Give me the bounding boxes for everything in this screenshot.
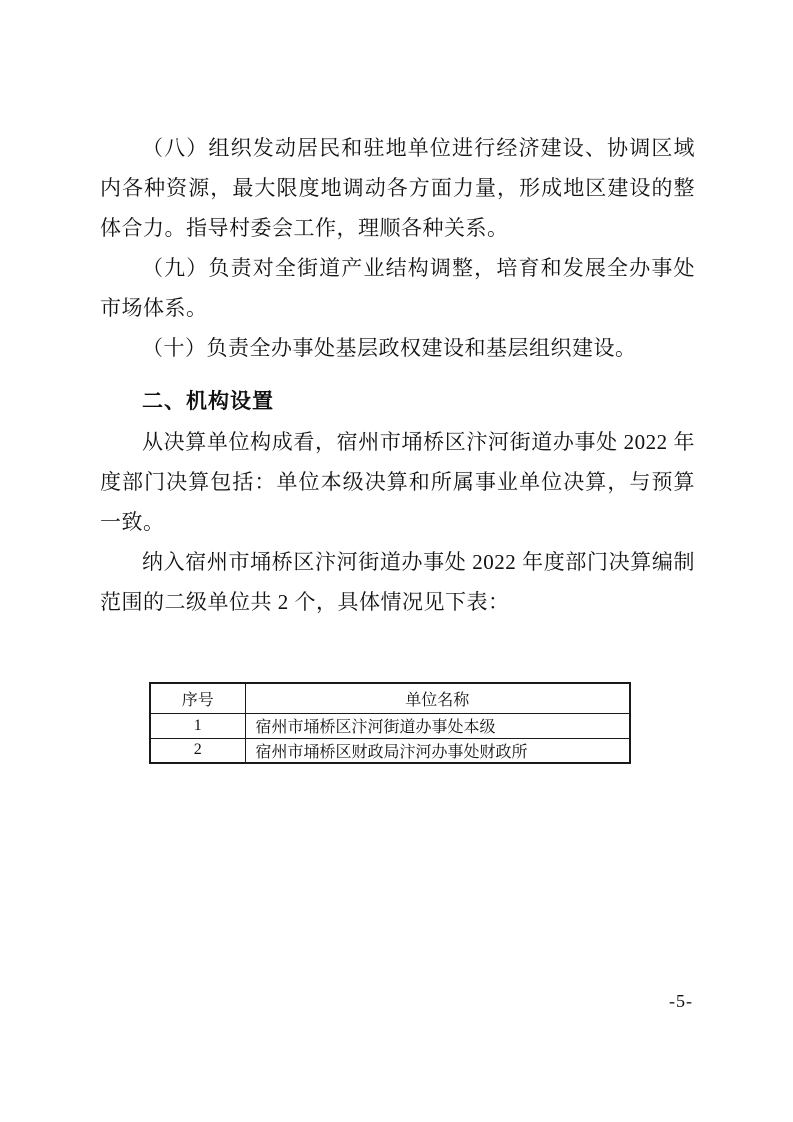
table-row [150, 738, 630, 763]
column-header-unit-name: 单位名称 [245, 683, 630, 713]
page-number: -5- [669, 991, 693, 1011]
section-paragraph-table-intro: 纳入宿州市埇桥区汴河街道办事处 2022 年度部门决算编制范围的二级单位共 2 个，具体情况见下表： [100, 550, 695, 614]
cell-index: 2 [150, 738, 245, 763]
table-row [150, 713, 630, 738]
duty-paragraph-9: （九）负责对全街道产业结构调整，培育和发展全办事处市场体系。 [100, 256, 695, 320]
column-header-index: 序号 [150, 683, 245, 713]
duty-paragraph-8: （八）组织发动居民和驻地单位进行经济建设、协调区域内各种资源，最大限度地调动各方面力量，形成地区建设的整体合力。指导村委会工作，理顺各种关系。 [100, 136, 695, 240]
cell-index: 1 [150, 713, 245, 738]
section-heading-organization-setup: 二、机构设置 [142, 390, 274, 413]
section-paragraph-overview: 从决算单位构成看，宿州市埇桥区汴河街道办事处 2022 年度部门决算包括：单位本级决算和所属事业单位决算，与预算一致。 [100, 430, 695, 534]
table-header-row [150, 683, 630, 713]
cell-unit-name: 宿州市埇桥区汴河街道办事处本级 [245, 713, 630, 738]
page-content [100, 128, 695, 764]
duty-paragraph-10: （十）负责全办事处基层政权建设和基层组织建设。 [142, 336, 637, 360]
cell-unit-name: 宿州市埇桥区财政局汴河办事处财政所 [245, 738, 630, 763]
units-table [149, 682, 631, 764]
